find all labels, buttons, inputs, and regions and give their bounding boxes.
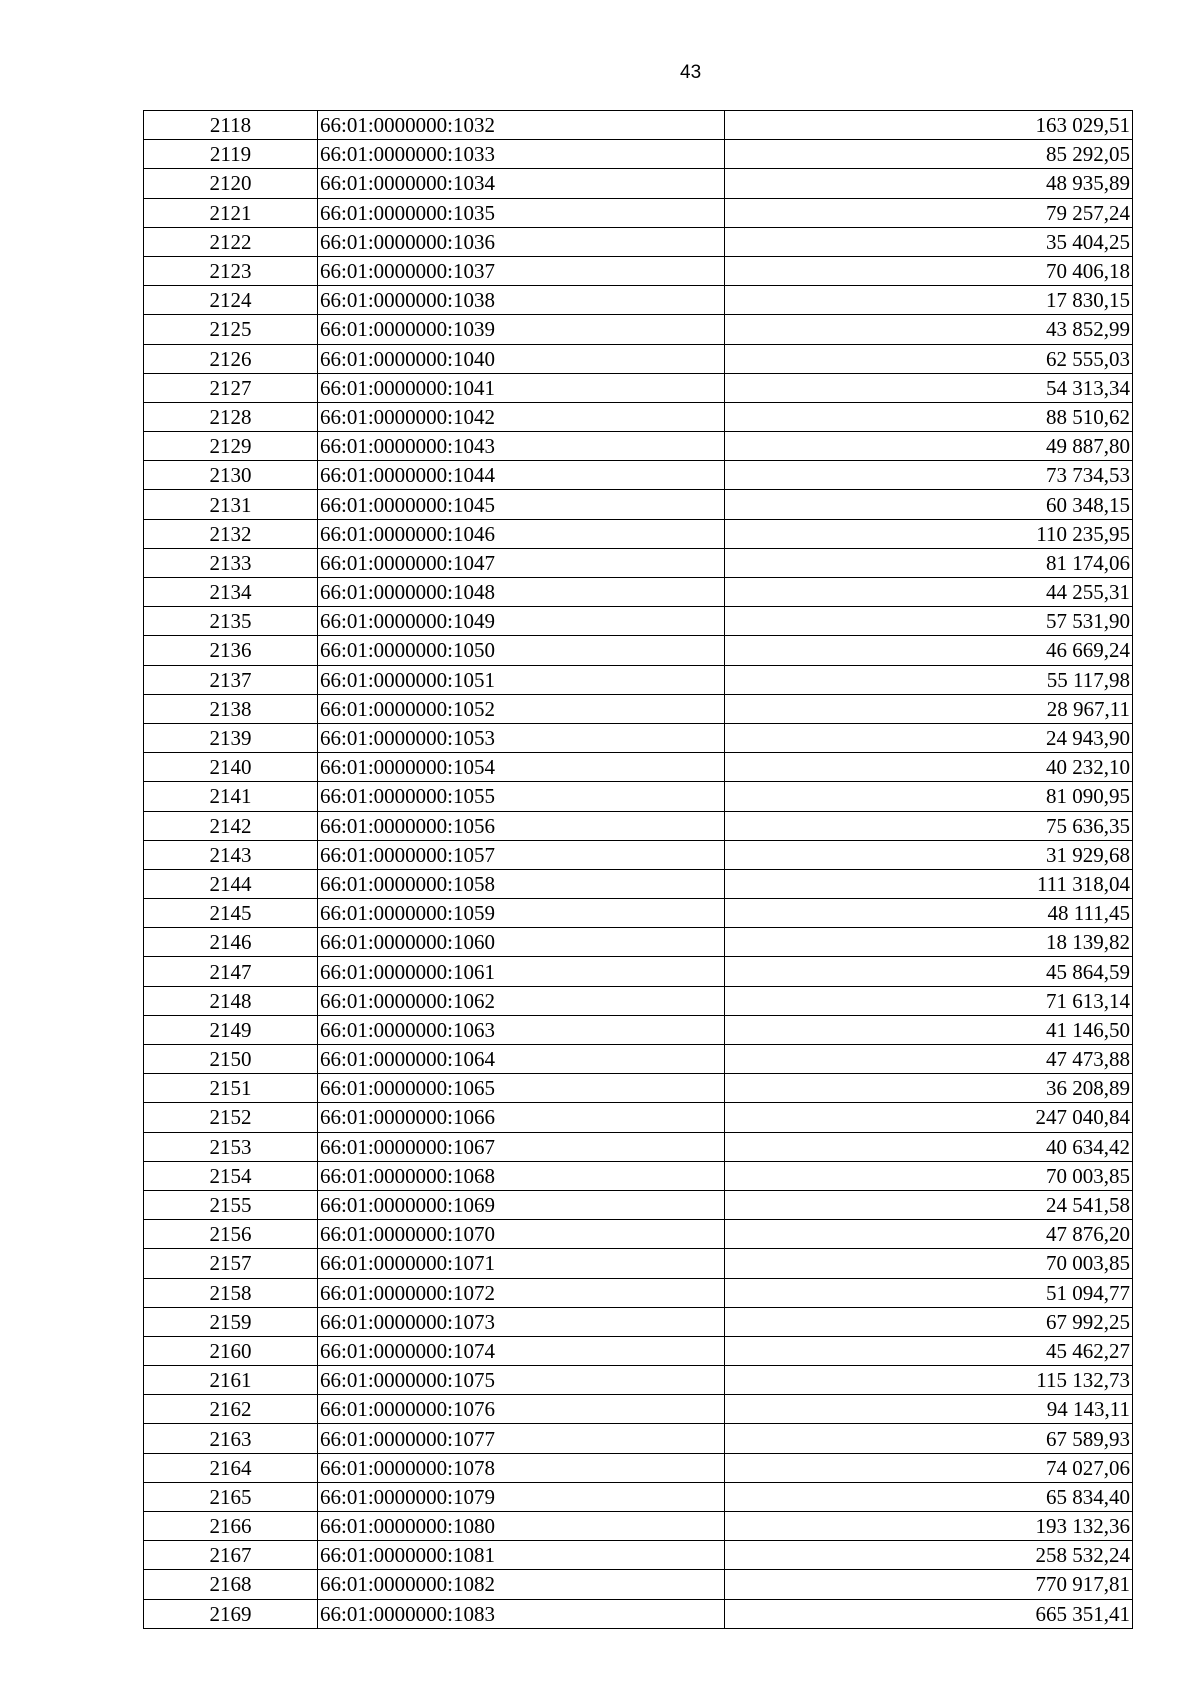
row-number-cell: 2135	[144, 607, 318, 636]
table-row	[144, 315, 1133, 344]
value-cell: 35 404,25	[725, 227, 1133, 256]
value-cell: 65 834,40	[725, 1482, 1133, 1511]
cadastral-number-cell: 66:01:0000000:1047	[318, 548, 725, 577]
value-cell: 62 555,03	[725, 344, 1133, 373]
table-row	[144, 1132, 1133, 1161]
value-cell: 17 830,15	[725, 286, 1133, 315]
value-cell: 45 864,59	[725, 957, 1133, 986]
table-row	[144, 607, 1133, 636]
value-cell: 36 208,89	[725, 1074, 1133, 1103]
cadastral-number-cell: 66:01:0000000:1070	[318, 1220, 725, 1249]
cadastral-number-cell: 66:01:0000000:1044	[318, 461, 725, 490]
cadastral-number-cell: 66:01:0000000:1033	[318, 140, 725, 169]
page-number: 43	[680, 62, 702, 83]
value-cell: 55 117,98	[725, 665, 1133, 694]
value-cell: 770 917,81	[725, 1570, 1133, 1599]
row-number-cell: 2153	[144, 1132, 318, 1161]
value-cell: 28 967,11	[725, 694, 1133, 723]
table-row	[144, 840, 1133, 869]
row-number-cell: 2128	[144, 402, 318, 431]
cadastral-number-cell: 66:01:0000000:1064	[318, 1045, 725, 1074]
value-cell: 67 992,25	[725, 1307, 1133, 1336]
cadastral-number-cell: 66:01:0000000:1032	[318, 111, 725, 140]
row-number-cell: 2160	[144, 1336, 318, 1365]
value-cell: 24 943,90	[725, 723, 1133, 752]
table-row	[144, 227, 1133, 256]
row-number-cell: 2149	[144, 1015, 318, 1044]
table-row	[144, 782, 1133, 811]
cadastral-number-cell: 66:01:0000000:1067	[318, 1132, 725, 1161]
table-row	[144, 1045, 1133, 1074]
table-row	[144, 402, 1133, 431]
row-number-cell: 2167	[144, 1541, 318, 1570]
cadastral-number-cell: 66:01:0000000:1036	[318, 227, 725, 256]
row-number-cell: 2134	[144, 578, 318, 607]
table-row	[144, 1541, 1133, 1570]
row-number-cell: 2158	[144, 1278, 318, 1307]
row-number-cell: 2169	[144, 1599, 318, 1628]
table-row	[144, 169, 1133, 198]
value-cell: 60 348,15	[725, 490, 1133, 519]
row-number-cell: 2130	[144, 461, 318, 490]
value-cell: 71 613,14	[725, 986, 1133, 1015]
value-cell: 665 351,41	[725, 1599, 1133, 1628]
cadastral-number-cell: 66:01:0000000:1072	[318, 1278, 725, 1307]
row-number-cell: 2157	[144, 1249, 318, 1278]
row-number-cell: 2152	[144, 1103, 318, 1132]
value-cell: 79 257,24	[725, 198, 1133, 227]
cadastral-number-cell: 66:01:0000000:1042	[318, 402, 725, 431]
table-row	[144, 1512, 1133, 1541]
value-cell: 70 406,18	[725, 256, 1133, 285]
row-number-cell: 2166	[144, 1512, 318, 1541]
table-body	[144, 111, 1133, 1629]
table-row	[144, 1366, 1133, 1395]
row-number-cell: 2140	[144, 753, 318, 782]
row-number-cell: 2124	[144, 286, 318, 315]
table-row	[144, 1074, 1133, 1103]
cadastral-number-cell: 66:01:0000000:1046	[318, 519, 725, 548]
value-cell: 247 040,84	[725, 1103, 1133, 1132]
value-cell: 47 473,88	[725, 1045, 1133, 1074]
row-number-cell: 2126	[144, 344, 318, 373]
table-row	[144, 490, 1133, 519]
value-cell: 40 232,10	[725, 753, 1133, 782]
cadastral-number-cell: 66:01:0000000:1054	[318, 753, 725, 782]
cadastral-number-cell: 66:01:0000000:1060	[318, 928, 725, 957]
table-row	[144, 753, 1133, 782]
row-number-cell: 2143	[144, 840, 318, 869]
row-number-cell: 2142	[144, 811, 318, 840]
value-cell: 18 139,82	[725, 928, 1133, 957]
value-cell: 110 235,95	[725, 519, 1133, 548]
table-row	[144, 957, 1133, 986]
value-cell: 115 132,73	[725, 1366, 1133, 1395]
row-number-cell: 2146	[144, 928, 318, 957]
table-row	[144, 636, 1133, 665]
cadastral-number-cell: 66:01:0000000:1074	[318, 1336, 725, 1365]
table-row	[144, 1220, 1133, 1249]
table-row	[144, 928, 1133, 957]
value-cell: 73 734,53	[725, 461, 1133, 490]
table-row	[144, 578, 1133, 607]
cadastral-number-cell: 66:01:0000000:1049	[318, 607, 725, 636]
value-cell: 44 255,31	[725, 578, 1133, 607]
row-number-cell: 2141	[144, 782, 318, 811]
cadastral-number-cell: 66:01:0000000:1058	[318, 869, 725, 898]
cadastral-number-cell: 66:01:0000000:1043	[318, 432, 725, 461]
table-row	[144, 1482, 1133, 1511]
value-cell: 57 531,90	[725, 607, 1133, 636]
cadastral-number-cell: 66:01:0000000:1037	[318, 256, 725, 285]
value-cell: 46 669,24	[725, 636, 1133, 665]
cadastral-number-cell: 66:01:0000000:1077	[318, 1424, 725, 1453]
value-cell: 43 852,99	[725, 315, 1133, 344]
table-row	[144, 1161, 1133, 1190]
cadastral-number-cell: 66:01:0000000:1069	[318, 1190, 725, 1219]
row-number-cell: 2122	[144, 227, 318, 256]
row-number-cell: 2162	[144, 1395, 318, 1424]
table-row	[144, 694, 1133, 723]
row-number-cell: 2131	[144, 490, 318, 519]
cadastral-number-cell: 66:01:0000000:1035	[318, 198, 725, 227]
value-cell: 54 313,34	[725, 373, 1133, 402]
cadastral-number-cell: 66:01:0000000:1082	[318, 1570, 725, 1599]
row-number-cell: 2129	[144, 432, 318, 461]
cadastral-number-cell: 66:01:0000000:1063	[318, 1015, 725, 1044]
table-row	[144, 111, 1133, 140]
row-number-cell: 2119	[144, 140, 318, 169]
table-row	[144, 723, 1133, 752]
table-row	[144, 1015, 1133, 1044]
row-number-cell: 2123	[144, 256, 318, 285]
table-row	[144, 344, 1133, 373]
table-row	[144, 461, 1133, 490]
cadastral-number-cell: 66:01:0000000:1038	[318, 286, 725, 315]
cadastral-number-cell: 66:01:0000000:1039	[318, 315, 725, 344]
table-row	[144, 1599, 1133, 1628]
table-row	[144, 256, 1133, 285]
value-cell: 193 132,36	[725, 1512, 1133, 1541]
value-cell: 88 510,62	[725, 402, 1133, 431]
row-number-cell: 2147	[144, 957, 318, 986]
table-row	[144, 1103, 1133, 1132]
table-row	[144, 811, 1133, 840]
row-number-cell: 2163	[144, 1424, 318, 1453]
row-number-cell: 2133	[144, 548, 318, 577]
row-number-cell: 2118	[144, 111, 318, 140]
row-number-cell: 2165	[144, 1482, 318, 1511]
row-number-cell: 2164	[144, 1453, 318, 1482]
row-number-cell: 2125	[144, 315, 318, 344]
table-row	[144, 665, 1133, 694]
row-number-cell: 2150	[144, 1045, 318, 1074]
table-row	[144, 519, 1133, 548]
cadastral-number-cell: 66:01:0000000:1068	[318, 1161, 725, 1190]
cadastral-number-cell: 66:01:0000000:1056	[318, 811, 725, 840]
value-cell: 75 636,35	[725, 811, 1133, 840]
cadastral-number-cell: 66:01:0000000:1065	[318, 1074, 725, 1103]
value-cell: 67 589,93	[725, 1424, 1133, 1453]
row-number-cell: 2138	[144, 694, 318, 723]
table-row	[144, 1570, 1133, 1599]
cadastral-number-cell: 66:01:0000000:1041	[318, 373, 725, 402]
table-row	[144, 432, 1133, 461]
cadastral-number-cell: 66:01:0000000:1080	[318, 1512, 725, 1541]
row-number-cell: 2136	[144, 636, 318, 665]
row-number-cell: 2144	[144, 869, 318, 898]
row-number-cell: 2139	[144, 723, 318, 752]
value-cell: 51 094,77	[725, 1278, 1133, 1307]
row-number-cell: 2137	[144, 665, 318, 694]
table-row	[144, 1278, 1133, 1307]
table-row	[144, 1307, 1133, 1336]
table-row	[144, 140, 1133, 169]
table-row	[144, 1190, 1133, 1219]
row-number-cell: 2148	[144, 986, 318, 1015]
table-row	[144, 899, 1133, 928]
cadastral-number-cell: 66:01:0000000:1075	[318, 1366, 725, 1395]
table-row	[144, 986, 1133, 1015]
cadastral-number-cell: 66:01:0000000:1083	[318, 1599, 725, 1628]
value-cell: 70 003,85	[725, 1249, 1133, 1278]
row-number-cell: 2161	[144, 1366, 318, 1395]
row-number-cell: 2145	[144, 899, 318, 928]
table-row	[144, 548, 1133, 577]
cadastral-number-cell: 66:01:0000000:1050	[318, 636, 725, 665]
row-number-cell: 2154	[144, 1161, 318, 1190]
cadastral-number-cell: 66:01:0000000:1057	[318, 840, 725, 869]
cadastral-number-cell: 66:01:0000000:1059	[318, 899, 725, 928]
cadastral-number-cell: 66:01:0000000:1040	[318, 344, 725, 373]
value-cell: 41 146,50	[725, 1015, 1133, 1044]
row-number-cell: 2159	[144, 1307, 318, 1336]
table-row	[144, 198, 1133, 227]
value-cell: 94 143,11	[725, 1395, 1133, 1424]
cadastral-number-cell: 66:01:0000000:1073	[318, 1307, 725, 1336]
cadastral-number-cell: 66:01:0000000:1078	[318, 1453, 725, 1482]
cadastral-number-cell: 66:01:0000000:1052	[318, 694, 725, 723]
value-cell: 74 027,06	[725, 1453, 1133, 1482]
value-cell: 81 174,06	[725, 548, 1133, 577]
cadastral-number-cell: 66:01:0000000:1062	[318, 986, 725, 1015]
cadastral-number-cell: 66:01:0000000:1066	[318, 1103, 725, 1132]
value-cell: 70 003,85	[725, 1161, 1133, 1190]
cadastral-number-cell: 66:01:0000000:1076	[318, 1395, 725, 1424]
row-number-cell: 2155	[144, 1190, 318, 1219]
value-cell: 47 876,20	[725, 1220, 1133, 1249]
cadastral-number-cell: 66:01:0000000:1081	[318, 1541, 725, 1570]
cadastral-number-cell: 66:01:0000000:1051	[318, 665, 725, 694]
table-row	[144, 286, 1133, 315]
value-cell: 49 887,80	[725, 432, 1133, 461]
row-number-cell: 2132	[144, 519, 318, 548]
cadastral-number-cell: 66:01:0000000:1079	[318, 1482, 725, 1511]
table-row	[144, 1424, 1133, 1453]
value-cell: 40 634,42	[725, 1132, 1133, 1161]
value-cell: 48 111,45	[725, 899, 1133, 928]
value-cell: 111 318,04	[725, 869, 1133, 898]
row-number-cell: 2127	[144, 373, 318, 402]
cadastral-number-cell: 66:01:0000000:1034	[318, 169, 725, 198]
value-cell: 258 532,24	[725, 1541, 1133, 1570]
value-cell: 163 029,51	[725, 111, 1133, 140]
cadastral-number-cell: 66:01:0000000:1061	[318, 957, 725, 986]
value-cell: 24 541,58	[725, 1190, 1133, 1219]
table-row	[144, 869, 1133, 898]
table-row	[144, 1453, 1133, 1482]
table-row	[144, 1249, 1133, 1278]
cadastral-number-cell: 66:01:0000000:1053	[318, 723, 725, 752]
row-number-cell: 2120	[144, 169, 318, 198]
row-number-cell: 2121	[144, 198, 318, 227]
cadastral-number-cell: 66:01:0000000:1055	[318, 782, 725, 811]
value-cell: 85 292,05	[725, 140, 1133, 169]
cadastral-number-cell: 66:01:0000000:1048	[318, 578, 725, 607]
table-row	[144, 373, 1133, 402]
row-number-cell: 2156	[144, 1220, 318, 1249]
row-number-cell: 2151	[144, 1074, 318, 1103]
value-cell: 81 090,95	[725, 782, 1133, 811]
table-row	[144, 1336, 1133, 1365]
cadastral-table	[143, 110, 1133, 1629]
value-cell: 48 935,89	[725, 169, 1133, 198]
cadastral-number-cell: 66:01:0000000:1045	[318, 490, 725, 519]
cadastral-number-cell: 66:01:0000000:1071	[318, 1249, 725, 1278]
value-cell: 45 462,27	[725, 1336, 1133, 1365]
value-cell: 31 929,68	[725, 840, 1133, 869]
row-number-cell: 2168	[144, 1570, 318, 1599]
table-row	[144, 1395, 1133, 1424]
